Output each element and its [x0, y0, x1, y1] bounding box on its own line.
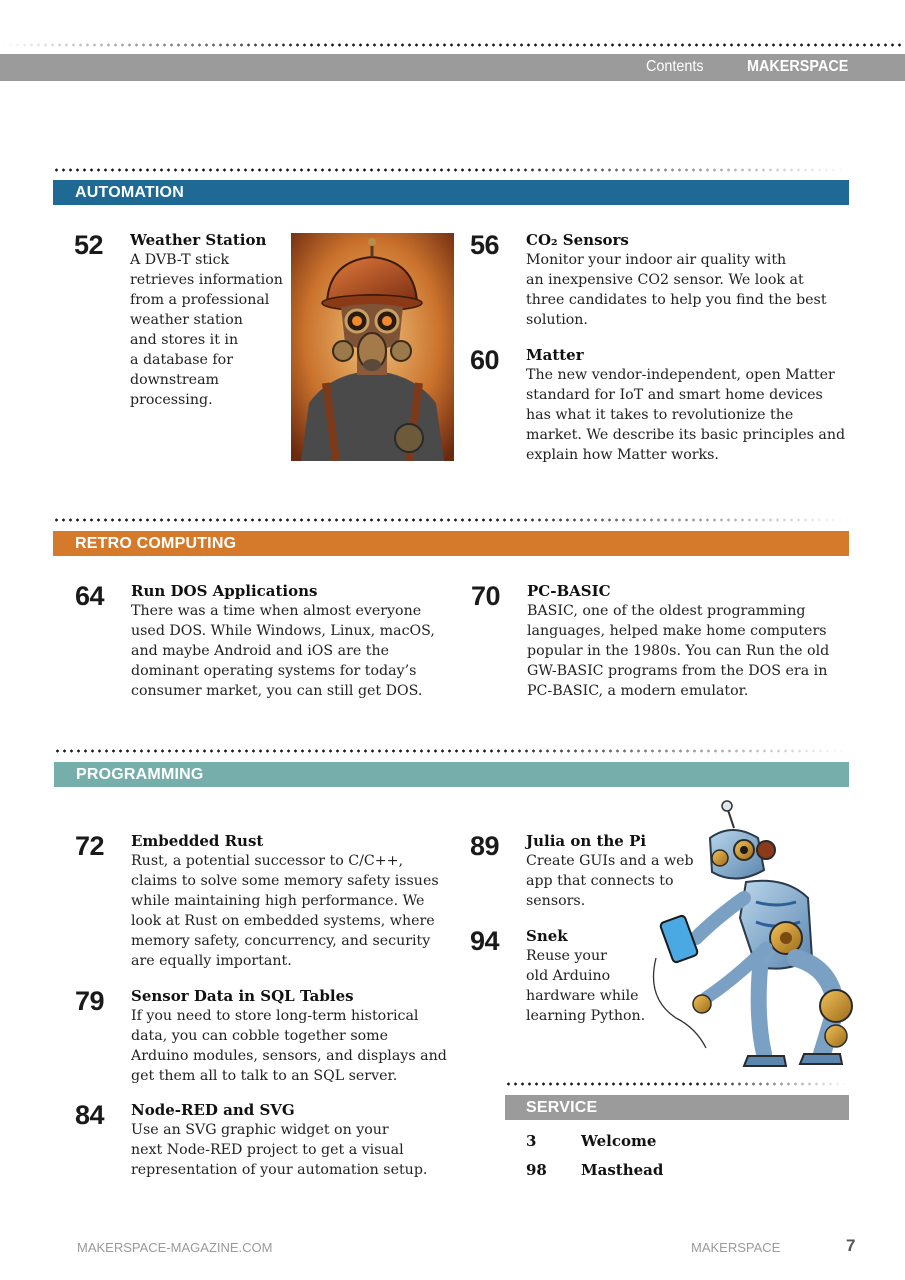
article-title: PC-BASIC	[527, 582, 611, 600]
article-title: Sensor Data in SQL Tables	[131, 987, 354, 1005]
article-page-60: 60	[470, 345, 500, 375]
article-text: Use an SVG graphic widget on your next Node-RED project to get a visual representation of your automation setup.	[131, 1122, 428, 1178]
article-text: Rust, a potential successor to C/C++, claims to solve some memory safety issues while maintaining high performance. We look at Rust on embedded systems, where memory safety, concurrency, and security are equally important.	[131, 853, 439, 969]
article-title: Julia on the Pi	[526, 832, 647, 850]
article-node-red-svg[interactable]	[131, 1100, 461, 1180]
footer-magazine: MAKERSPACE	[691, 1240, 781, 1255]
article-title: Matter	[526, 346, 584, 364]
article-title: CO₂ Sensors	[526, 231, 629, 249]
article-weather-station[interactable]	[130, 230, 290, 410]
article-matter[interactable]	[526, 345, 861, 465]
header-section-label: Contents	[646, 58, 704, 75]
header-magazine-label: MAKERSPACE	[747, 58, 849, 75]
article-text: BASIC, one of the oldest programming languages, helped make home computers popular in the 1980s. You can Run the old GW-BASIC programs from the DOS era in PC-BASIC, a modern emulator.	[527, 603, 830, 699]
article-page-64: 64	[75, 581, 105, 611]
article-co2-sensors[interactable]	[526, 230, 856, 330]
article-text: A DVB-T stick retrieves information from a professional weather station and stores it in a database for downstream processing.	[130, 252, 283, 408]
automation-dotted-rule	[53, 168, 849, 172]
service-item-masthead[interactable]: Masthead	[581, 1161, 664, 1179]
retro-section-band: RETRO COMPUTING	[53, 531, 849, 556]
service-section-band: SERVICE	[505, 1095, 849, 1120]
article-text: Monitor your indoor air quality with an inexpensive CO2 sensor. We look at three candidates to help you find the best solution.	[526, 252, 827, 328]
article-embedded-rust[interactable]	[131, 831, 466, 971]
article-title: Run DOS Applications	[131, 582, 318, 600]
article-page-52: 52	[74, 230, 104, 260]
article-page-94: 94	[470, 926, 500, 956]
article-run-dos[interactable]	[131, 581, 461, 701]
article-title: Weather Station	[130, 231, 267, 249]
article-title: Snek	[526, 927, 568, 945]
article-pc-basic[interactable]	[527, 581, 857, 701]
article-text: The new vendor-independent, open Matter standard for IoT and smart home devices has what it takes to revolutionize the market. We describe its basic principles and explain how Matter works.	[526, 367, 846, 463]
article-page-79: 79	[75, 986, 105, 1016]
article-page-70: 70	[471, 581, 501, 611]
gas-mask-illustration	[291, 233, 454, 461]
footer-page-number: 7	[846, 1236, 856, 1255]
service-dotted-rule	[505, 1082, 849, 1086]
programming-section-band: PROGRAMMING	[54, 762, 849, 787]
footer-url[interactable]: MAKERSPACE-MAGAZINE.COM	[77, 1240, 273, 1255]
service-page-98: 98	[526, 1161, 547, 1179]
header-bar	[0, 54, 905, 81]
service-item-welcome[interactable]: Welcome	[581, 1132, 657, 1150]
service-page-3: 3	[526, 1132, 537, 1150]
article-title: Embedded Rust	[131, 832, 264, 850]
article-text: There was a time when almost everyone used DOS. While Windows, Linux, macOS, and maybe Android and iOS are the dominant operating systems for today’s consumer market, you can still get DOS.	[131, 603, 435, 699]
article-page-72: 72	[75, 831, 105, 861]
programming-dotted-rule	[54, 749, 850, 753]
retro-dotted-rule	[53, 518, 849, 522]
article-text: Reuse your old Arduino hardware while learning Python.	[526, 948, 646, 1024]
article-text: If you need to store long-term historical data, you can cobble together some Arduino modules, sensors, and displays and get them all to talk to an SQL server.	[131, 1008, 447, 1084]
article-text: Create GUIs and a web app that connects to sensors.	[526, 853, 694, 909]
robot-illustration	[636, 798, 864, 1070]
article-page-89: 89	[470, 831, 500, 861]
top-dotted-rule	[0, 43, 905, 47]
automation-section-band: AUTOMATION	[53, 180, 849, 205]
article-title: Node-RED and SVG	[131, 1101, 295, 1119]
article-page-84: 84	[75, 1100, 105, 1130]
article-sensor-data-sql[interactable]	[131, 986, 466, 1086]
article-page-56: 56	[470, 230, 500, 260]
